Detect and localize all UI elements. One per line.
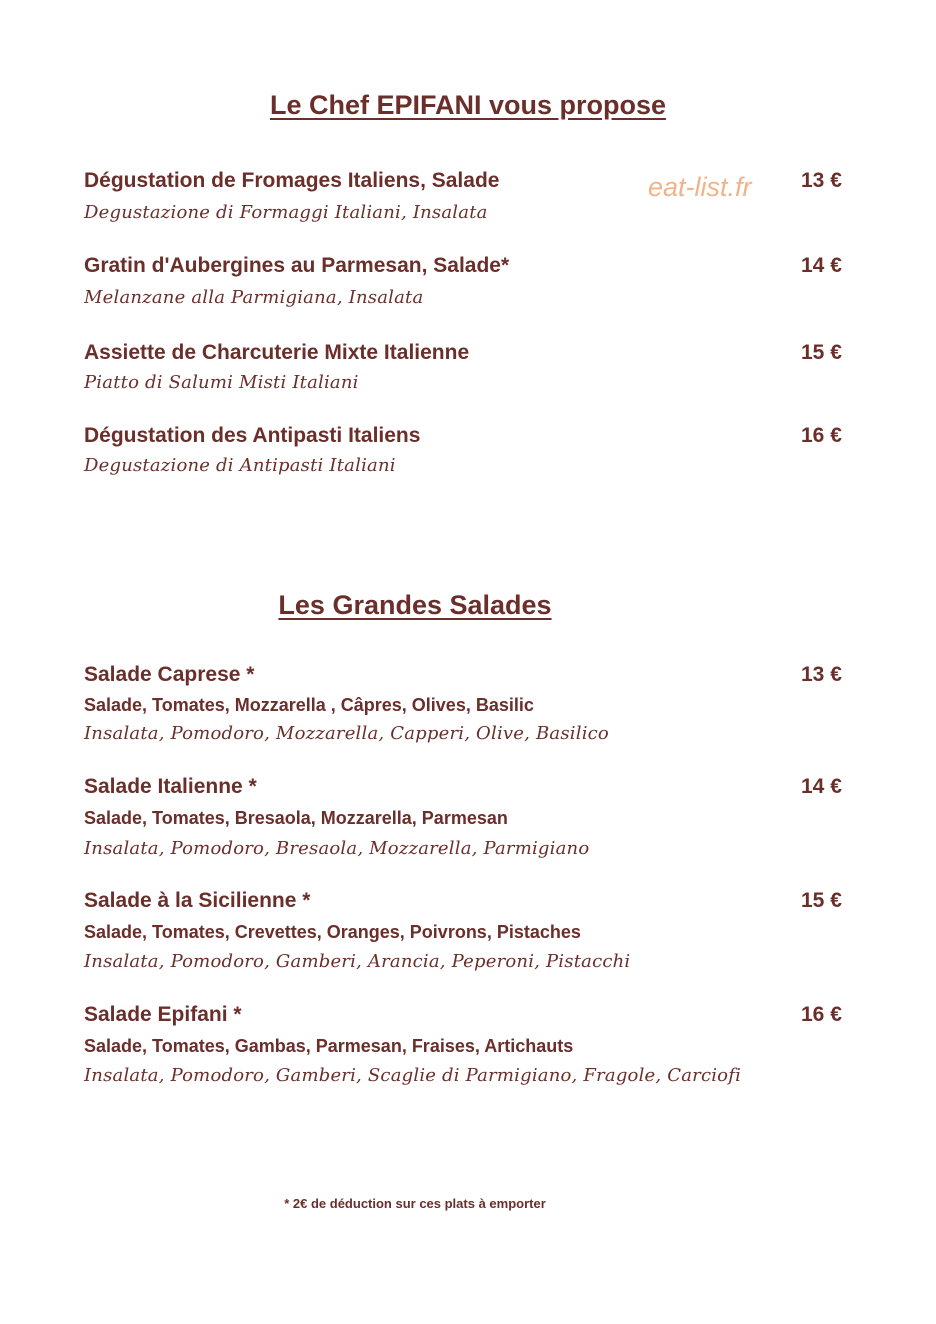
menu-item-name: Salade Epifani * bbox=[84, 1003, 242, 1026]
menu-item-price: 14 € bbox=[801, 775, 842, 798]
menu-item-name: Assiette de Charcuterie Mixte Italienne bbox=[84, 341, 470, 364]
menu-item-italian: Degustazione di Formaggi Italiani, Insalata bbox=[84, 202, 488, 223]
menu-item-price: 14 € bbox=[801, 254, 842, 277]
watermark: eat-list.fr bbox=[648, 172, 752, 202]
menu-item-italian: Insalata, Pomodoro, Gamberi, Arancia, Peperoni, Pistacchi bbox=[84, 951, 631, 972]
menu-item-price: 16 € bbox=[801, 1003, 842, 1026]
menu-item-italian: Insalata, Pomodoro, Gamberi, Scaglie di Parmigiano, Fragole, Carciofi bbox=[84, 1065, 742, 1086]
section-title-chef: Le Chef EPIFANI vous propose bbox=[269, 90, 667, 120]
menu-item-name: Salade à la Sicilienne * bbox=[84, 889, 311, 912]
menu-item-price: 13 € bbox=[801, 663, 842, 686]
menu-item-italian: Insalata, Pomodoro, Bresaola, Mozzarella, Parmigiano bbox=[84, 838, 590, 859]
menu-item-italian: Insalata, Pomodoro, Mozzarella, Capperi, Olive, Basilico bbox=[84, 723, 609, 744]
menu-item-italian: Melanzane alla Parmigiana, Insalata bbox=[84, 287, 424, 308]
menu-item-price: 15 € bbox=[801, 889, 842, 912]
menu-item-description: Salade, Tomates, Crevettes, Oranges, Poivrons, Pistaches bbox=[84, 922, 581, 942]
menu-item-description: Salade, Tomates, Gambas, Parmesan, Fraises, Artichauts bbox=[84, 1036, 574, 1056]
menu-item-description: Salade, Tomates, Mozzarella , Câpres, Olives, Basilic bbox=[84, 695, 534, 715]
menu-item-name: Dégustation de Fromages Italiens, Salade bbox=[84, 169, 500, 192]
menu-item-price: 15 € bbox=[801, 341, 842, 364]
menu-item-name: Gratin d'Aubergines au Parmesan, Salade* bbox=[84, 254, 510, 277]
menu-item-italian: Degustazione di Antipasti Italiani bbox=[84, 455, 396, 476]
menu-item-italian: Piatto di Salumi Misti Italiani bbox=[84, 372, 359, 393]
footnote: * 2€ de déduction sur ces plats à emporter bbox=[284, 1196, 546, 1211]
menu-item-name: Salade Caprese * bbox=[84, 663, 255, 686]
menu-item-description: Salade, Tomates, Bresaola, Mozzarella, Parmesan bbox=[84, 808, 508, 828]
menu-item-name: Salade Italienne * bbox=[84, 775, 257, 798]
menu-item-price: 13 € bbox=[801, 169, 842, 192]
section-title-salades: Les Grandes Salades bbox=[278, 590, 552, 620]
menu-item-name: Dégustation des Antipasti Italiens bbox=[84, 424, 421, 447]
menu-item-price: 16 € bbox=[801, 424, 842, 447]
